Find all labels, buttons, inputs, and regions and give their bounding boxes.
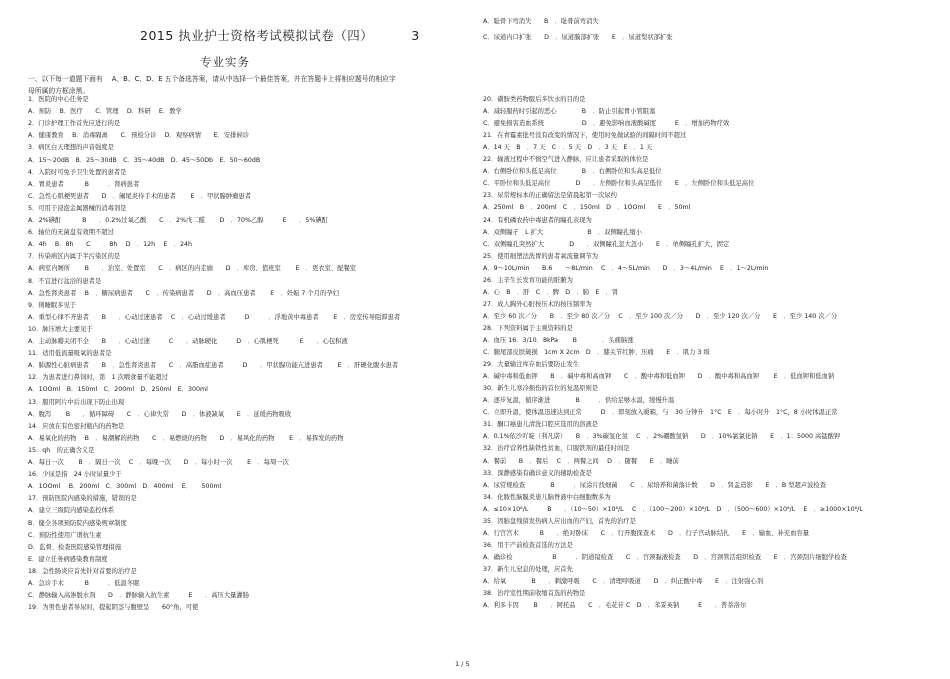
question-line: A．建立三级院内感染监控体系 [28, 507, 115, 515]
question-line: 21．在青霉素批号没有改变的情况下，使用时免做试验的间隔时间不超过 [483, 132, 687, 140]
question-line: 18．急性肠炎应首先针对首要的治疗是 [28, 567, 137, 575]
question-line: A．0.1%依沙吖啶（利凡诺） B ．3%碳氢化氢 C ．2%硼酸氢钠 D ．10%氯氯化钠 E ．1：5000 高锰酸钾 [483, 433, 841, 441]
instruction-line: 一、以下每一道题下面有 A、B、C、D、E 五个备选答案，请从中选择一个最佳答案，并在答题卡上将相应题号的相应字 [28, 75, 396, 83]
question-line: 23．尿常规标本的正确留法是留晨起第一次尿约 [483, 192, 617, 200]
question-line: 24．有机磷农药中毒患者的瞳孔表现为 [483, 216, 592, 224]
question-line: A．右侧卧位和头低足高位 B ．右侧卧位和头高足低位 [483, 168, 662, 176]
question-line: 32．治疗营养性缺铁性贫血，口服铁剂的最佳时间是 [483, 445, 630, 453]
question-line: D．监督、检查医院感染管理措施 [28, 543, 122, 551]
question-line: A．行宫宫术 B ．绝对卧床 C ．行开腹探查术 D ．行子宫动脉结扎 E ．输血、补充血容量 [483, 529, 810, 537]
question-line: C．避免损害造血系统 D ．避免影响血液酸碱度 E ．增加药物疗效 [483, 120, 730, 128]
question-line: A．4h B．8h C ．8h D ．12h E ．24h [28, 241, 193, 249]
question-line: A．血压 16．3/10．8kPa B ．头痛脑涨 [483, 337, 634, 344]
question-line: 28．下列资料属于主观资料的是 [483, 324, 573, 332]
question-line: 20．磺胺类药物服后多饮水的目的是 [483, 96, 586, 103]
question-line: C．双侧瞳孔突然扩大 D ．双侧瞳孔忽大忽小 E ．单侧瞳孔扩大，固定 [483, 240, 730, 248]
title-number: 3 [411, 28, 420, 43]
question-line: 3．病区白天理想的声音强度是 [28, 144, 114, 152]
question-line: 2．门诊护理工作首先应进行的是 [28, 120, 121, 128]
question-line: A．9～10L/min B.6 ～8L/min C ．4～5L/min D ．3～4L/min E ．1～2L/min [483, 264, 769, 272]
page-number: 1 / 5 [455, 660, 470, 668]
question-line: A．急性肾炎患者 B ．糖尿病患者 C ．传染病患者 D ．高血压患者 E ．妊娠 7 个月的孕妇 [28, 289, 339, 297]
question-line: A．重型心律不齐患者 B ．心动过速患者 C ．心动过缓患者 D ．浮地黄中毒患者 E ．房室传导阻滞患者 [28, 313, 401, 321]
question-line: C．尿道内口扩张 D ．尿道膜部扩张 E ．尿道梨状部扩张 [483, 33, 673, 41]
page-subtitle: 专业实务 [200, 55, 250, 69]
question-line: 11．适用低流量吸氧的患者是 [28, 350, 112, 358]
question-line: 27．成人胸外心脏按压术的按压频率为 [483, 300, 592, 308]
question-line: C．平卧位和头低足高位 D ．左侧卧位和头高足低位 E ．左侧卧位和头低足高位 [483, 180, 755, 188]
instruction-line: 母所属的方框涂黑。 [28, 87, 90, 95]
page-title [140, 26, 420, 44]
question-line: A．给氧 B ．刺激呼吸 C ．清理呼吸道 D ．纠正酸中毒 E ．注射强心剂 [483, 578, 764, 585]
question-line: 1．医院的中心任务是 [28, 96, 89, 103]
question-line: A．健康教育 B．消毒隔离 C．预检分诊 D．观察病情 E．安排候诊 [28, 132, 250, 140]
question-line: A．主动脉瓣关闭不全 B ．心动过速 C ．动脉硬化 D ．心肌梗死 E ．心包积液 [28, 338, 348, 345]
title-text: 2015 执业护士资格考试模拟试卷（四） [140, 28, 374, 43]
question-line: 29．大量输注库存血后要防止发生 [483, 361, 580, 369]
question-line: 4．入院时可免予卫生处置的患者是 [28, 168, 127, 176]
question-line: 38．治疗室性期前收缩首选的药物是 [483, 590, 586, 598]
question-line: 19．为男性患者导尿时，提起阴茎与腹壁呈 60°角，可使 [28, 604, 199, 612]
question-line: A．碱中毒和低血钾 B ．碱中毒和高血钾 C ．酸中毒和低血钾 D ．酸中毒和高血钾 E ．低血钾和低血钠 [483, 373, 835, 381]
question-line: 7．传染病区内属于半污染区的是 [28, 253, 121, 261]
question-line: 15．qh 的正确含义是 [28, 446, 95, 454]
question-line: A．250ml B ．200ml C ．150ml D ．1OOml E ．50ml [483, 204, 691, 212]
question-line: A．每日一次 B ．隔日一次 C ．每晚一次 D ．每小时一次 E ．每周一次 [28, 459, 289, 466]
question-line: A．餐前 B ．餐后 C ．两餐之间 D ．随餐 E ．睡前 [483, 457, 679, 465]
question-line: A．至少 60 次／分 B ．至少 80 次／分 C ．至少 100 次／分 D ．至少 120 次／分 E ．至少 140 次／分 [483, 312, 838, 320]
question-line: 26．主辛生长发育功能的脏腑为 [483, 276, 573, 284]
question-line: 30．新生儿寒冷损伤的首位的复温原则是 [483, 385, 599, 393]
question-line: 16．少尿是指 24 小时尿量少于 [28, 471, 122, 479]
question-line: E．建立任务病感染教育制度 [28, 555, 108, 563]
question-line: A．急诊手术 B ．低温冬眠 [28, 580, 140, 587]
question-line: A．病室内厕所 B ．治室、处置室 C ．病区的内走廊 D ．库房、值班室 E ．更衣室、配餐室 [28, 265, 357, 273]
question-line: A．确诊检 B ．阴道镜检查 C ．宫颈黏液检查 D ．宫颈管活组织检查 E ．宫颈刮片细胞学检查 [483, 553, 847, 561]
question-line: A．利多卡因 B ．阿托品 C ．毛花苷 C D ．苯妥英钠 E ．普萘洛尔 [483, 602, 747, 610]
question-line: 13．服用阿片中后出现下防止出现 [28, 398, 125, 406]
question-line: 9．則睡眠多见于 [28, 301, 77, 309]
question-line: A．易氧化的药物 B ．易潮解的药物 C ．易燃烧的药物 D ．易风化的药物 E ．易挥发的药物 [28, 434, 344, 442]
question-line: 10．脉压增大主要见于 [28, 325, 93, 333]
question-line: A．心 B ．肝 C ．脾 D ．肺 E ．肾 [483, 288, 619, 296]
question-line: A．预防 B．医疗 C．管理 D．科研 E．教学 [28, 108, 182, 116]
question-line: 14．应放在有色密封瓶内的药物是 [28, 422, 125, 430]
question-line: A．肺源性心脏病患者 B ．急性肾炎患者 C ．高脂血症患者 D ．甲状腺功能亢进患者 E ．肝硬化腹水患者 [28, 362, 399, 370]
question-line: 25．使用细塑法洗胃的患者氧流量调节为 [483, 252, 599, 260]
question-line: 37．新生儿窒息的处理，应首先 [483, 565, 573, 573]
question-line: 36．用于产前检查首选的方法是 [483, 541, 573, 549]
question-line: 35．因胎盘残留发热病人应出血的产妇，首先的治疗是 [483, 517, 636, 525]
question-line: 34．化脓性脑膜炎患儿脑脊液中白细胞数多为 [483, 493, 611, 501]
question-line: 31．酮口癌患儿清洗口腔应选用的溶液是 [483, 421, 599, 429]
question-line: 6．轴位的无菌盘有效期不超过 [28, 229, 114, 237]
question-line: A．≤10×10⁶/L B ．（10～50）×10⁶/L C ．（100～200）×10⁶/L D ．（500～600）×10⁶/L E ．≥1000×10⁶/L [483, 505, 863, 513]
question-line: C．静脉输入高渗脱水剂 D ．静脉输入抗生素 E ．高压大量灌肠 [28, 592, 250, 600]
question-line: 12．为患者进行鼻饲时，第 1 次喂食量不能超过 [28, 374, 168, 382]
question-line: 22．输液过程中不慎空气进入静脉，应让患者采取的体位是 [483, 156, 649, 164]
question-line: A．双侧瞳孑 L 扩大 B ．双侧瞳孔缩小 [483, 228, 642, 236]
question-line: C．急性心肌梗死患者 D ．阑尾炎待手术的患者 E ．甲状腺肿瘤患者 [28, 192, 252, 200]
question-line: 33．深静感染有确诊意义的辅助检查是 [483, 469, 592, 477]
question-line: A．14 天 B ．7 天 C ．5 天 D ．3 天 E ．1 天 [483, 144, 653, 152]
question-line: 8．不宜进行盆浴的患者是 [28, 277, 102, 285]
question-line: B．健全各项预防院内感染规章制度 [28, 519, 127, 527]
question-line: A．减轻服药时引起的恶心 B ．防止引起胃小管阻塞 [483, 108, 656, 116]
question-line: 5．可用于浸泡金属器械的消毒剂是 [28, 204, 127, 212]
question-line: 17．预防医院内感染的措施，错误的是 [28, 495, 137, 503]
question-line: A．尿常规检查 B ．尿涂片找细菌 C ．尿培养和菌落计数 D ．肾盂造影 E ．B 型超声波检查 [483, 481, 827, 489]
question-line: A．腹泻 B ．循环障碍 C ．心律失常 D ．体液缺氧 E ．延缓药物吸收 [28, 410, 292, 418]
question-line: C．腿尾部皮肤破损 1cm X 2cm D ．膝关节红肿、压痛 E ．肌力 3 级 [483, 349, 710, 357]
question-line: A．胃炎患者 B ．肾病患者 [28, 180, 140, 188]
question-line: A．15～20dB B．25～30dB C．35～40dB D．45～50Db E．50～60dB [28, 156, 261, 164]
question-line: A．逐步复温，循序渐进 B ．供给足够水温，缓慢升温 [483, 397, 675, 405]
instructions [28, 73, 458, 97]
question-line: A．1OOml B．200ml C．300ml D．400ml E． 500ml [28, 483, 222, 491]
question-line: A．2%碘酊 B ．0.2%过氧乙酸 C ．2%戊二醛 D ．70%乙醇 E ．5%碘酊 [28, 217, 328, 224]
question-line: C．预防性使用广谱抗生素 [28, 531, 102, 539]
question-line: A．1OOml B．150ml C．200ml D．250ml E．300ml [28, 386, 208, 394]
question-line: C．立即升温，使体温迅速达到正常 D ．即刻放入暖箱，与 30 分钟升 1°C E ．每小时升 1°C，8 小时体温正常 [483, 409, 838, 417]
question-line: A．耻骨下弯消失 B ．耻骨前弯消失 [483, 18, 599, 25]
